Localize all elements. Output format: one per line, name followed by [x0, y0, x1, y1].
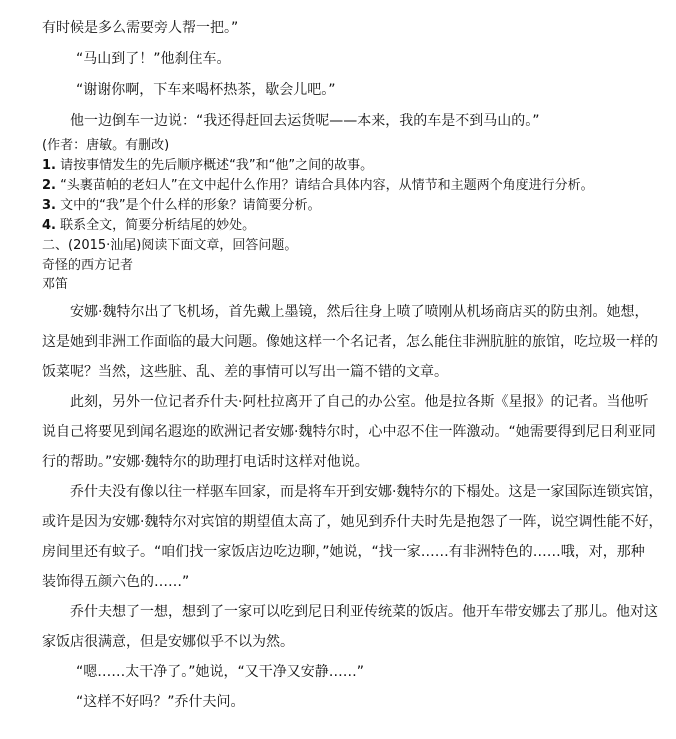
- story2-paragraph-line: 饭菜呢？当然，这些脏、乱、差的事情可以写出一篇不错的文章。: [42, 364, 448, 380]
- question-item: [42, 177, 594, 194]
- story2-paragraph-line: 装饰得五颜六色的……”: [42, 574, 190, 590]
- story1-dialogue-line: 他一边倒车一边说：“我还得赶回去运货呢——本来，我的车是不到马山的。”: [70, 113, 540, 129]
- story-title: 奇怪的西方记者: [42, 258, 134, 273]
- story2-paragraph-line: 房间里还有蚊子。“咱们找一家饭店边吃边聊，”她说，“找一家……有非洲特色的……哦，对，那种: [42, 544, 645, 560]
- story2-paragraph-line: 行的帮助。”安娜·魏特尔的助理打电话时这样对他说。: [42, 454, 369, 470]
- source-note: (作者：唐敏。有删改): [42, 138, 170, 153]
- story2-paragraph-line: 这是她到非洲工作面临的最大问题。像她这样一个名记者，怎么能住非洲肮脏的旅馆，吃垃圾一样的: [42, 334, 658, 350]
- question-text: “头裹苗帕的老妇人”在文中起什么作用？请结合具体内容，从情节和主题两个角度进行分析。: [60, 178, 594, 193]
- story-author: 邓笛: [42, 277, 69, 292]
- section-header: 二、(2015·汕尾)阅读下面文章，回答问题。: [42, 238, 298, 253]
- story2-paragraph-line: 安娜·魏特尔出了飞机场，首先戴上墨镜，然后往身上喷了喷刚从机场商店买的防虫剂。她想，: [70, 304, 649, 320]
- story2-dialogue-line: “这样不好吗？”乔什夫问。: [76, 694, 245, 710]
- story2-paragraph-line: 或许是因为安娜·魏特尔对宾馆的期望值太高了，她见到乔什夫时先是抱怨了一阵，说空调性能不好，: [42, 514, 663, 530]
- story1-dialogue-line: “谢谢你啊，下车来喝杯热茶，歇会儿吧。”: [76, 82, 336, 98]
- story2-paragraph-line: 此刻，另外一位记者乔什夫·阿杜拉离开了自己的办公室。他是拉各斯《星报》的记者。当他听: [70, 394, 649, 410]
- question-number: 4.: [42, 218, 56, 233]
- story1-dialogue-line: “马山到了！”他刹住车。: [76, 51, 231, 67]
- question-item: [42, 217, 255, 234]
- question-text: 文中的“我”是个什么样的形象？请简要分析。: [60, 198, 321, 213]
- story2-paragraph-line: 乔什夫想了一想，想到了一家可以吃到尼日利亚传统菜的饭店。他开车带安娜去了那儿。他对这: [70, 604, 658, 620]
- question-text: 请按事情发生的先后顺序概述“我”和“他”之间的故事。: [60, 158, 374, 173]
- question-text: 联系全文，简要分析结尾的妙处。: [60, 218, 256, 233]
- question-number: 1.: [42, 158, 56, 173]
- question-item: [42, 197, 321, 214]
- question-number: 2.: [42, 178, 56, 193]
- story2-dialogue-line: “嗯……太干净了。”她说，“又干净又安静……”: [76, 664, 365, 680]
- story2-paragraph-line: 家饭店很满意，但是安娜似乎不以为然。: [42, 634, 294, 650]
- story2-paragraph-line: 说自己将要见到闻名遐迩的欧洲记者安娜·魏特尔时，心中忍不住一阵激动。“她需要得到尼日利亚同: [42, 424, 656, 440]
- question-number: 3.: [42, 198, 56, 213]
- story1-text-line: 有时候是多么需要旁人帮一把。”: [42, 20, 239, 36]
- story2-paragraph-line: 乔什夫没有像以往一样驱车回家，而是将车开到安娜·魏特尔的下榻处。这是一家国际连锁宾馆，: [70, 484, 663, 500]
- question-item: [42, 157, 373, 174]
